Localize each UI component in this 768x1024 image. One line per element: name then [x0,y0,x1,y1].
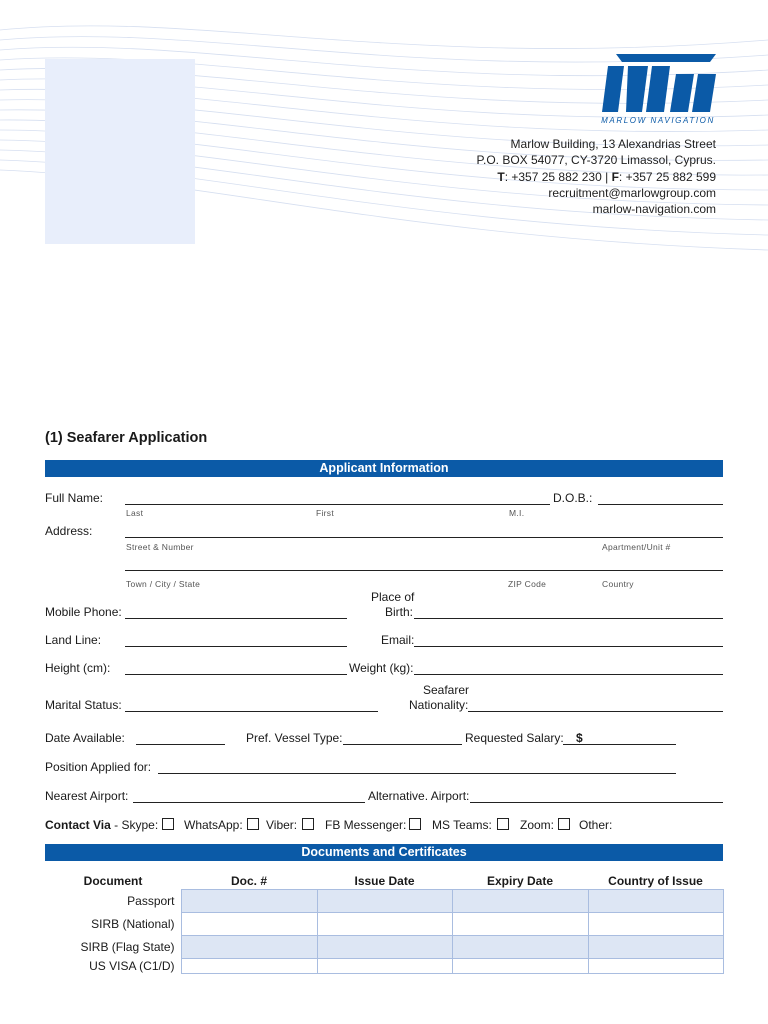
doc-name: US VISA (C1/D) [89,959,175,973]
hint-last: Last [126,508,144,518]
viber-label: Viber: [266,818,298,832]
col-document: Document [83,873,143,888]
col-expiry-date: Expiry Date [486,873,554,888]
city-zip-country-input[interactable] [125,570,723,571]
seafarer-label: Seafarer [423,683,470,697]
col-issue-date: Issue Date [354,873,415,888]
website-link[interactable]: marlow-navigation.com [592,202,716,217]
country-cell[interactable] [588,890,723,913]
street-input[interactable] [125,537,723,538]
land-line-label: Land Line: [45,633,102,647]
company-contact-block [477,136,716,217]
full-name-input[interactable] [125,504,550,505]
table-row [45,913,723,936]
hint-country: Country [602,579,634,589]
section-header-applicant-info: Applicant Information [45,460,723,477]
country-cell[interactable] [588,936,723,959]
issue-date-cell[interactable] [317,936,452,959]
zoom-label: Zoom: [520,818,555,832]
expiry-date-cell[interactable] [452,913,588,936]
hint-first: First [316,508,335,518]
nationality-label: Nationality: [409,698,469,712]
requested-salary-label: Requested Salary: [465,731,564,745]
doc-name: Passport [127,894,175,908]
whatsapp-checkbox[interactable] [247,818,259,830]
mobile-phone-label: Mobile Phone: [45,605,122,619]
contact-via-label: Contact Via - Skype: [45,818,159,832]
hint-zip: ZIP Code [508,579,547,589]
weight-label: Weight (kg): [349,661,414,675]
col-doc-number: Doc. # [230,873,267,888]
marital-status-input[interactable] [125,711,378,712]
contact-email[interactable]: recruitment@marlowgroup.com [548,185,716,200]
issue-date-cell[interactable] [317,913,452,936]
place-of-label: Place of [371,590,415,604]
col-country-of-issue: Country of Issue [608,873,703,888]
logo-text: MARLOW NAVIGATION [601,116,715,125]
position-input[interactable] [158,773,676,774]
expiry-date-cell[interactable] [452,959,588,974]
expiry-date-cell[interactable] [452,890,588,913]
date-available-input[interactable] [136,744,225,745]
land-line-input[interactable] [125,646,347,647]
position-label: Position Applied for: [45,760,152,774]
doc-name: SIRB (National) [91,917,175,931]
marital-status-label: Marital Status: [45,698,122,712]
address-line-2: P.O. BOX 54077, CY-3720 Limassol, Cyprus. [476,153,716,168]
zoom-checkbox[interactable] [558,818,570,830]
doc-number-cell[interactable] [181,913,317,936]
alt-airport-input[interactable] [470,802,723,803]
dob-input[interactable] [598,504,723,505]
place-of-birth-input[interactable] [414,618,723,619]
section-header-documents: Documents and Certificates [45,844,723,861]
mobile-phone-input[interactable] [125,618,347,619]
fb-messenger-label: FB Messenger: [325,818,407,832]
hint-mi: M.I. [509,508,525,518]
height-input[interactable] [125,674,347,675]
phone-fax-line: T: +357 25 882 230 | F: +357 25 882 599 [497,169,716,184]
dob-label: D.O.B.: [553,491,593,505]
fb-messenger-checkbox[interactable] [409,818,421,830]
doc-name: SIRB (Flag State) [80,940,175,954]
doc-number-cell[interactable] [181,959,317,974]
documents-table [45,872,724,974]
birth-label: Birth: [385,605,414,619]
country-cell[interactable] [588,913,723,936]
email-input[interactable] [414,646,723,647]
viber-checkbox[interactable] [302,818,314,830]
table-row [45,959,723,974]
issue-date-cell[interactable] [317,959,452,974]
other-label: Other: [579,818,613,832]
ms-teams-label: MS Teams: [432,818,492,832]
hint-town: Town / City / State [126,579,201,589]
whatsapp-label: WhatsApp: [184,818,243,832]
full-name-label: Full Name: [45,491,104,505]
date-available-label: Date Available: [45,731,125,745]
skype-checkbox[interactable] [162,818,174,830]
table-header-row [45,872,723,890]
nearest-airport-label: Nearest Airport: [45,789,129,803]
marlow-navigation-logo [598,52,718,126]
alt-airport-label: Alternative. Airport: [368,789,470,803]
vessel-type-input[interactable] [343,744,462,745]
hint-apartment: Apartment/Unit # [602,542,671,552]
address-label: Address: [45,524,93,538]
vessel-type-label: Pref. Vessel Type: [246,731,343,745]
table-row [45,936,723,959]
nationality-input[interactable] [468,711,723,712]
weight-input[interactable] [414,674,723,675]
doc-number-cell[interactable] [181,890,317,913]
photo-placeholder[interactable] [45,59,195,244]
issue-date-cell[interactable] [317,890,452,913]
hint-street: Street & Number [126,542,194,552]
country-cell[interactable] [588,959,723,974]
table-row [45,890,723,913]
page-title: (1) Seafarer Application [45,430,208,446]
doc-number-cell[interactable] [181,936,317,959]
salary-currency: $ [576,731,583,745]
email-label: Email: [381,633,415,647]
nearest-airport-input[interactable] [133,802,365,803]
expiry-date-cell[interactable] [452,936,588,959]
height-label: Height (cm): [45,661,111,675]
address-line-1: Marlow Building, 13 Alexandrias Street [510,137,716,151]
ms-teams-checkbox[interactable] [497,818,509,830]
